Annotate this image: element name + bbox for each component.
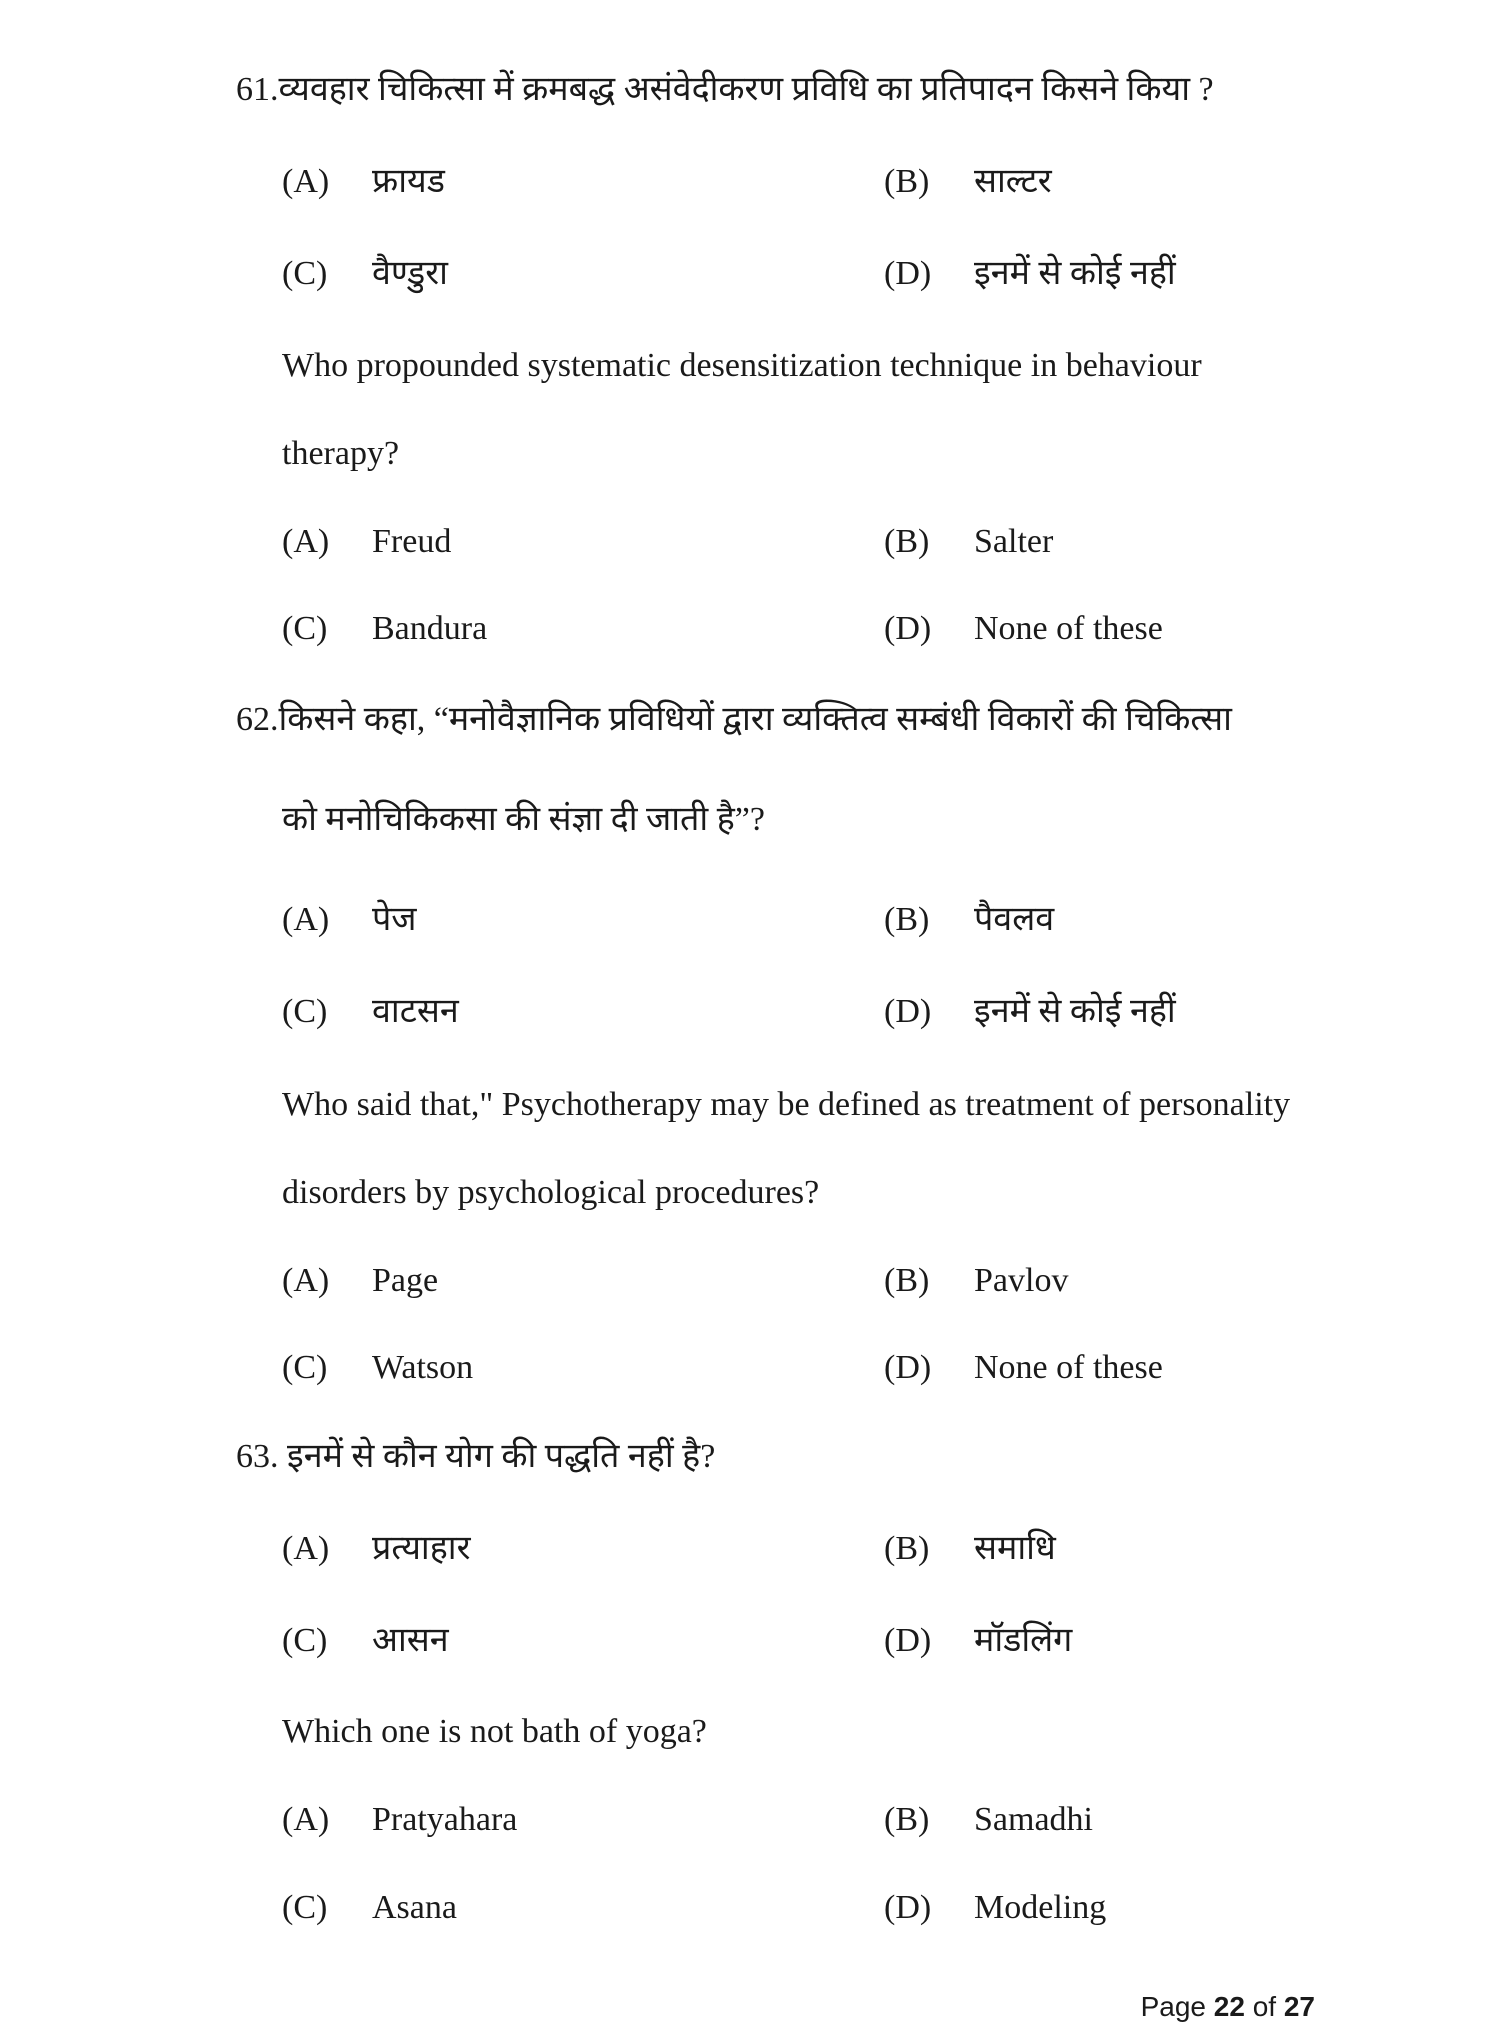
option-a [282,160,445,204]
option-letter: (C) [282,1349,328,1386]
option-text: Bandura [372,610,488,647]
option-c [282,990,459,1034]
option-b [884,520,1053,564]
option-letter: (D) [884,993,932,1030]
option-text: इनमें से कोई नहीं [974,255,1176,292]
option-letter: (D) [884,1622,932,1659]
question-63-english: Which one is not bath of yoga? [282,1713,707,1750]
option-b [884,160,1052,204]
option-text: इनमें से कोई नहीं [974,993,1176,1030]
option-a [282,1798,517,1842]
option-d [884,1886,1106,1930]
option-letter: (A) [282,523,330,560]
option-text: पैवलव [974,901,1055,938]
option-a [282,898,417,942]
option-text: Freud [372,523,452,560]
option-c [282,1886,457,1930]
option-b [884,1527,1056,1571]
current-page: 22 [1213,1991,1245,2022]
option-text: साल्टर [974,163,1052,200]
option-text: समाधि [974,1530,1056,1567]
question-62-hindi-line-1 [236,698,1232,742]
question-number: 63. [236,1438,279,1475]
option-text: फ्रायड [372,163,445,200]
option-text: Salter [974,523,1054,560]
option-letter: (B) [884,523,930,560]
option-d [884,252,1176,296]
option-letter: (C) [282,255,328,292]
question-61-hindi [236,68,1214,112]
option-b [884,1798,1093,1842]
option-text: Asana [372,1889,457,1926]
question-number: 62. [236,701,279,738]
option-letter: (C) [282,1622,328,1659]
option-letter: (C) [282,1889,328,1926]
option-d [884,1346,1163,1390]
page-of-label: of [1252,1991,1277,2022]
option-text: Pratyahara [372,1801,518,1838]
option-letter: (B) [884,1801,930,1838]
option-letter: (D) [884,1349,932,1386]
question-63-hindi [236,1435,715,1479]
option-text: Watson [372,1349,474,1386]
option-letter: (B) [884,1262,930,1299]
question-62-english-line-1: Who said that," Psychotherapy may be defined as treatment of personality [282,1086,1291,1123]
option-d [884,1619,1072,1663]
option-text: Samadhi [974,1801,1093,1838]
total-pages: 27 [1283,1991,1315,2022]
option-text: वाटसन [372,993,459,1030]
option-text: None of these [974,1349,1163,1386]
page-label: Page [1140,1991,1206,2022]
option-letter: (A) [282,901,330,938]
option-text: प्रत्याहार [372,1530,471,1567]
question-62-english-line-2: disorders by psychological procedures? [282,1174,820,1211]
option-letter: (A) [282,1801,330,1838]
question-text: किसने कहा, “मनोवैज्ञानिक प्रविधियों द्वारा व्यक्तित्व सम्बंधी विकारों की चिकित्सा [278,701,1232,738]
option-text: Page [372,1262,439,1299]
question-text: व्यवहार चिकित्सा में क्रमबद्ध असंवेदीकरण प्रविधि का प्रतिपादन किसने किया ? [278,71,1214,108]
option-c [282,1619,449,1663]
option-b [884,898,1054,942]
option-a [282,1259,438,1303]
option-c [282,607,487,651]
option-d [884,990,1176,1034]
option-text: Pavlov [974,1262,1069,1299]
option-letter: (A) [282,1262,330,1299]
question-62-hindi-line-2: को मनोचिकिकसा की संज्ञा दी जाती है”? [282,801,765,838]
option-d [884,607,1163,651]
option-b [884,1259,1068,1303]
question-61-english-line-1: Who propounded systematic desensitization technique in behaviour [282,347,1202,384]
option-a [282,520,451,564]
question-61-english-line-2: therapy? [282,435,400,472]
option-letter: (B) [884,163,930,200]
option-c [282,252,448,296]
option-c [282,1346,473,1390]
option-letter: (C) [282,993,328,1030]
option-a [282,1527,471,1571]
option-letter: (B) [884,1530,930,1567]
option-text: वैण्डुरा [372,255,448,292]
option-letter: (D) [884,610,932,647]
option-letter: (A) [282,1530,330,1567]
option-text: मॉडलिंग [974,1622,1073,1659]
option-text: आसन [372,1622,449,1659]
option-letter: (C) [282,610,328,647]
option-text: पेज [372,901,417,938]
option-letter: (B) [884,901,930,938]
option-letter: (D) [884,255,932,292]
question-number: 61. [236,71,279,108]
option-text: None of these [974,610,1163,647]
question-text: इनमें से कौन योग की पद्धति नहीं है? [287,1438,716,1475]
option-letter: (D) [884,1889,932,1926]
page-number-footer [1141,1990,1315,2024]
option-letter: (A) [282,163,330,200]
option-text: Modeling [974,1889,1107,1926]
